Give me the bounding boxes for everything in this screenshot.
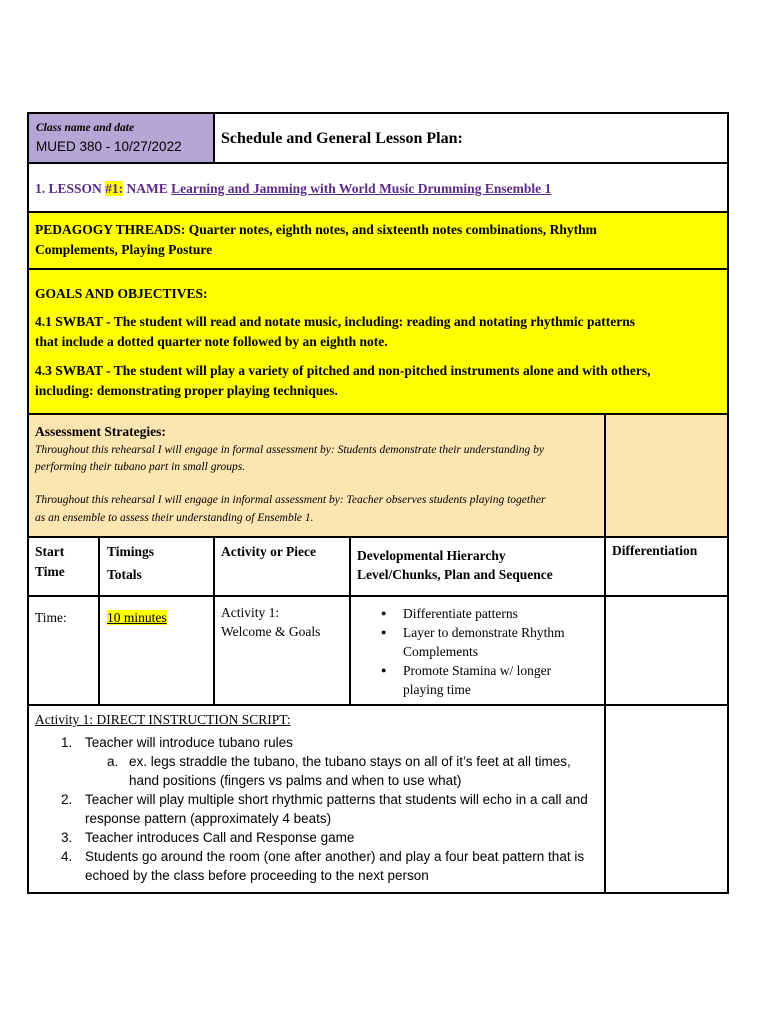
step-number: a. [107,754,119,769]
list-item [35,828,600,847]
pedagogy-cell [27,211,729,270]
step-number: 4. [61,849,73,864]
header-start-time-line-1: Start [35,544,65,559]
goals-cell [27,268,729,415]
class-value: MUED 380 - 10/27/2022 [36,139,182,154]
pedagogy-line-1: PEDAGOGY THREADS: Quarter notes, eighth notes, and sixteenth notes combinations, Rhythm [35,222,597,237]
lesson-number: #1: [105,181,124,196]
header-start-time-line-2: Time [35,564,65,579]
bullet-1-text: Differentiate patterns [403,606,518,621]
bullet-3-text-cont: playing time [403,682,471,697]
step-2-text: Teacher will play multiple short rhythmic patterns that students will echo in a call and [85,792,588,807]
step-3-text: Teacher introduces Call and Response game [85,830,355,845]
lesson-name-label: NAME [123,181,172,196]
lesson-name-cell [27,162,729,213]
bullet-2-text: Layer to demonstrate Rhythm [403,625,565,640]
informal-assessment-line-2: as an ensemble to assess their understanding of Ensemble 1. [35,512,314,524]
header-hierarchy-line-2: Level/Chunks, Plan and Sequence [357,567,553,582]
header-hierarchy-line-1: Developmental Hierarchy [357,548,506,563]
row1-timing-value: 10 minutes [107,610,167,625]
plan-title-cell [213,112,729,164]
class-info-cell [27,112,215,164]
lesson-name-link[interactable]: Learning and Jamming with World Music Drumming Ensemble 1 [171,181,552,196]
header-differentiation-label: Differentiation [612,543,698,558]
bullet-3-text: Promote Stamina w/ longer [403,663,552,678]
header-timings-line-2: Totals [107,567,142,582]
lesson-prefix: 1. LESSON [35,181,106,196]
list-item [379,661,565,699]
row1-activity-line-1: Activity 1: [221,605,280,620]
header-start-time [27,536,100,597]
script-steps [35,733,600,885]
informal-assessment-line-1: Throughout this rehearsal I will engage in informal assessment by: Teacher observes students playing together [35,494,546,506]
header-hierarchy [349,536,606,597]
script-cell [27,704,606,894]
assessment-side-cell [604,413,729,538]
list-item [35,752,600,790]
row1-time-cell [27,595,100,706]
script-heading: Activity 1: DIRECT INSTRUCTION SCRIPT: [35,712,291,727]
row1-differentiation-cell [604,595,729,706]
list-item [35,847,600,885]
bullet-2-text-cont: Complements [403,644,478,659]
goal-2-line-2: including: demonstrating proper playing techniques. [35,383,338,398]
header-activity [213,536,351,597]
row1-time: Time: [35,610,67,625]
step-4-text-cont: echoed by the class before proceeding to the next person [85,868,429,883]
step-1a-text: ex. legs straddle the tubano, the tubano stays on all of it’s feet at all times, [129,754,571,769]
header-differentiation [604,536,729,597]
step-1a-text-cont: hand positions (fingers vs palms and when to use what) [129,773,462,788]
pedagogy-line-2: Complements, Playing Posture [35,242,213,257]
assessment-cell [27,413,606,538]
step-4-text: Students go around the room (one after another) and play a four beat pattern that is [85,849,585,864]
plan-title: Schedule and General Lesson Plan: [221,130,463,147]
script-side-cell [604,704,729,894]
row1-timing [107,610,167,626]
list-item [35,733,600,752]
step-number: 1. [61,735,73,750]
goal-1-line-2: that include a dotted quarter note followed by an eighth note. [35,334,388,349]
list-item [35,790,600,828]
formal-assessment-line-1: Throughout this rehearsal I will engage in formal assessment by: Students demonstrate their understanding by [35,444,544,456]
step-number: 2. [61,792,73,807]
list-item [379,623,565,661]
step-1-text: Teacher will introduce tubano rules [85,735,293,750]
row1-activity-line-2: Welcome & Goals [221,624,321,639]
formal-assessment-line-2: performing their tubano part in small groups. [35,461,246,473]
step-number: 3. [61,830,73,845]
goal-1-line-1: 4.1 SWBAT - The student will read and notate music, including: reading and notating rhythmic patterns [35,314,635,329]
header-activity-label: Activity or Piece [221,544,316,559]
assessment-heading: Assessment Strategies: [35,424,166,439]
step-2-text-cont: response pattern (approximately 4 beats) [85,811,332,826]
lesson-title [35,181,551,197]
goal-2-line-1: 4.3 SWBAT - The student will play a variety of pitched and non-pitched instruments alone and with others, [35,363,651,378]
class-label: Class name and date [36,122,135,134]
list-item [379,604,565,623]
row1-timing-cell [98,595,215,706]
header-timings [98,536,215,597]
header-timings-line-1: Timings [107,544,155,559]
row1-activity-cell [213,595,351,706]
row1-hierarchy-list [379,604,565,699]
goals-heading: GOALS AND OBJECTIVES: [35,286,208,301]
row1-hierarchy-cell [349,595,606,706]
